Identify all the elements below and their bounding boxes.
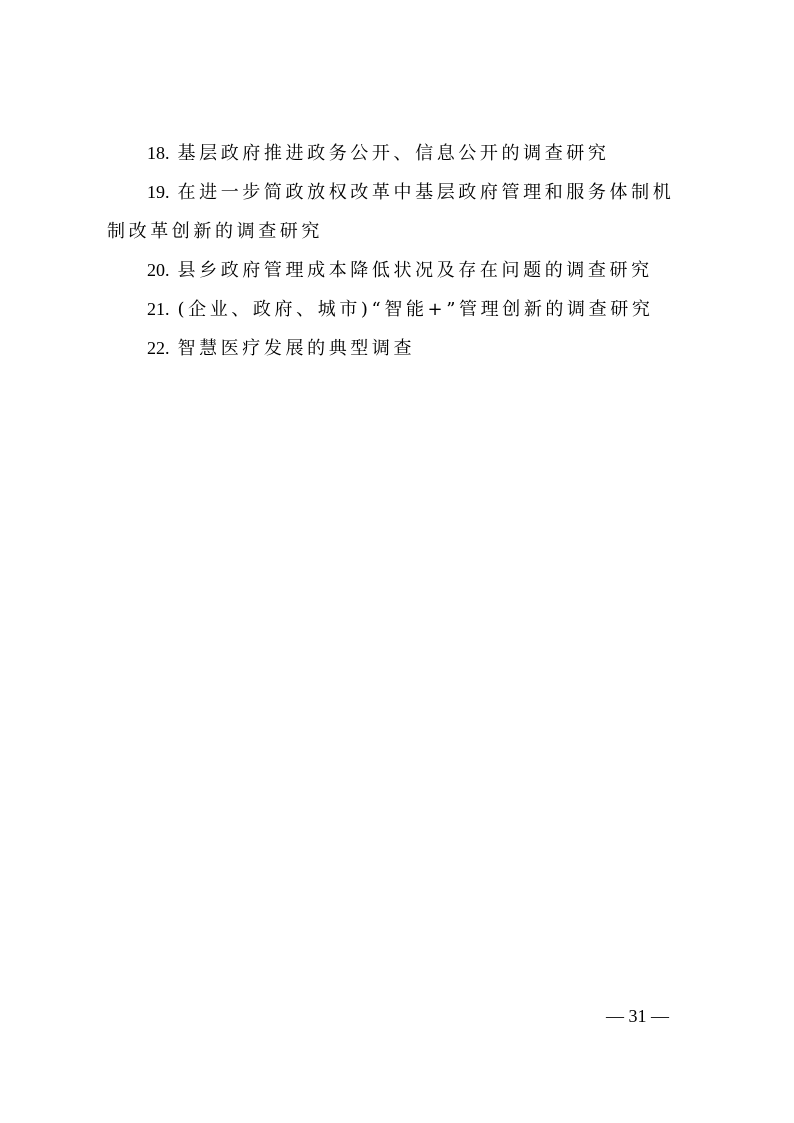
topic-item-20	[107, 251, 687, 290]
topic-text: 智慧医疗发展的典型调查	[177, 338, 416, 359]
topic-number: 20.	[147, 260, 170, 280]
topic-number: 21.	[147, 299, 170, 319]
topic-text: (企业、政府、城市)“智能+”管理创新的调查研究	[177, 299, 654, 320]
topic-number: 19.	[147, 182, 170, 202]
topic-item-19	[107, 173, 687, 251]
topic-item-18	[107, 134, 687, 173]
topic-number: 18.	[147, 143, 170, 163]
topic-item-22	[107, 329, 687, 368]
topic-number: 22.	[147, 338, 170, 358]
topic-list	[107, 134, 687, 368]
page-number: — 31 —	[606, 1006, 669, 1026]
topic-text: 在进一步简政放权改革中基层政府管理和服务体制机制改革创新的调查研究	[107, 182, 675, 242]
topic-text: 基层政府推进政务公开、信息公开的调查研究	[177, 143, 610, 164]
topic-item-21	[107, 290, 687, 329]
topic-text: 县乡政府管理成本降低状况及存在问题的调查研究	[177, 260, 653, 281]
